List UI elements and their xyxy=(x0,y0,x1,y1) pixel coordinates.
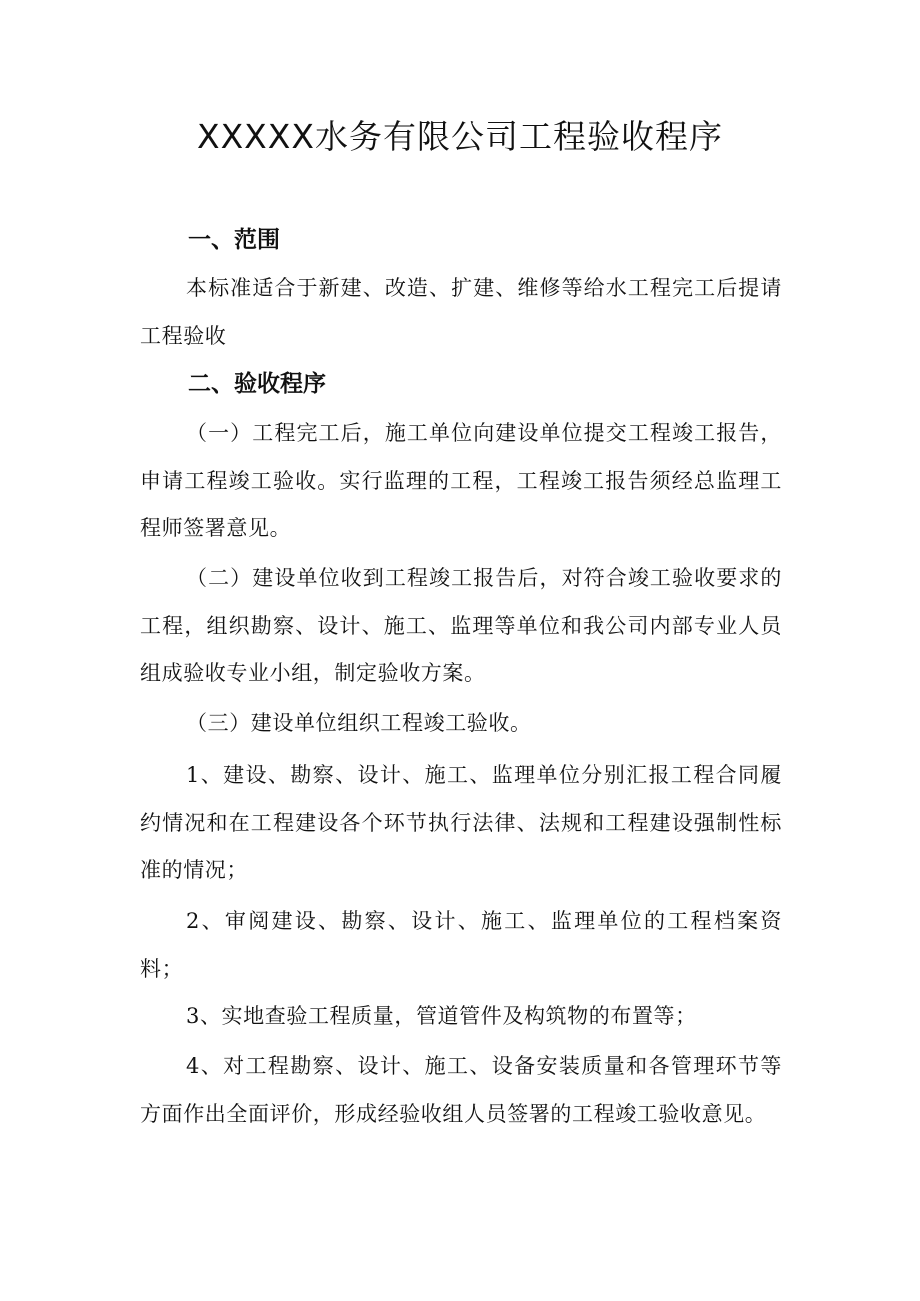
procedure-paragraph-3: （三）建设单位组织工程竣工验收。 xyxy=(186,711,532,735)
procedure-item-4: 4、对工程勘察、设计、施工、设备安装质量和各管理环节等方面作出全面评价，形成经验收组人员签署的工程竣工验收意见。 xyxy=(140,1054,782,1126)
procedure-item-2: 2、审阅建设、勘察、设计、施工、监理单位的工程档案资料； xyxy=(140,909,782,981)
procedure-item-1: 1、建设、勘察、设计、施工、监理单位分别汇报工程合同履约情况和在工程建设各个环节执行法律、法规和工程建设强制性标准的情况； xyxy=(140,763,782,882)
procedure-paragraph-2: （二）建设单位收到工程竣工报告后，对符合竣工验收要求的工程，组织勘察、设计、施工、监理等单位和我公司内部专业人员组成验收专业小组，制定验收方案。 xyxy=(140,566,782,685)
procedure-paragraph-1: （一）工程完工后，施工单位向建设单位提交工程竣工报告，申请工程竣工验收。实行监理的工程，工程竣工报告须经总监理工程师签署意见。 xyxy=(140,421,782,540)
section-heading-procedure: 二、验收程序 xyxy=(188,371,326,397)
procedure-item-3: 3、实地查验工程质量，管道管件及构筑物的布置等； xyxy=(186,1004,697,1028)
document-title: XXXXX水务有限公司工程验收程序 xyxy=(196,117,724,156)
section-heading-scope: 一、范围 xyxy=(188,227,280,253)
scope-paragraph: 本标准适合于新建、改造、扩建、维修等给水工程完工后提请工程验收 xyxy=(140,276,782,348)
